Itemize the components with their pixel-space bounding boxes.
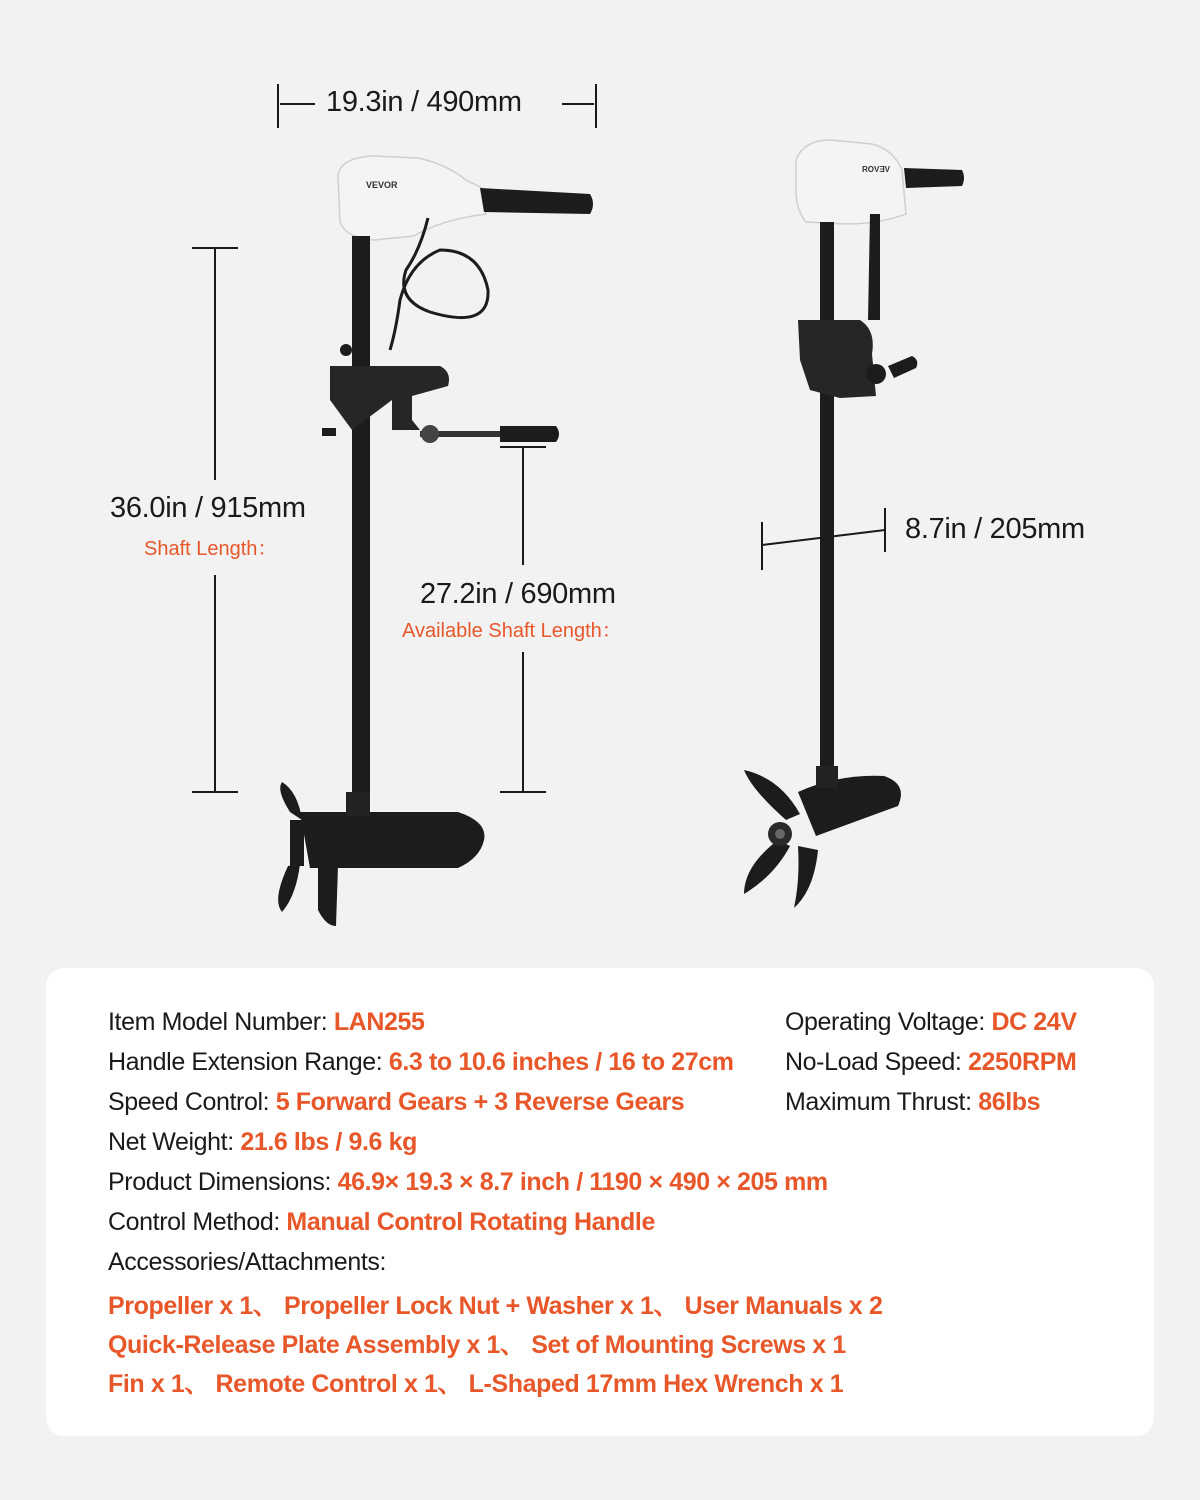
shaft-length-value: 36.0in / 915mm (110, 492, 306, 524)
accessories-line-3: Fin x 1、 Remote Control x 1、 L-Shaped 17mm Hex Wrench x 1 (108, 1370, 844, 1398)
depth-dimension-label: 8.7in / 205mm (905, 513, 1085, 545)
spec-net-weight: Net Weight: 21.6 lbs / 9.6 kg (108, 1128, 417, 1156)
spec-handle-extension: Handle Extension Range: 6.3 to 10.6 inches / 16 to 27cm (108, 1048, 734, 1076)
spec-operating-voltage: Operating Voltage: DC 24V (785, 1008, 1077, 1036)
accessories-line-2: Quick-Release Plate Assembly x 1、 Set of Mounting Screws x 1 (108, 1331, 846, 1359)
spec-speed-control: Speed Control: 5 Forward Gears + 3 Reverse Gears (108, 1088, 685, 1116)
available-shaft-value: 27.2in / 690mm (420, 578, 616, 610)
spec-accessories-heading: Accessories/Attachments: (108, 1248, 387, 1276)
spec-product-dimensions: Product Dimensions: 46.9× 19.3 × 8.7 inch / 1190 × 490 × 205 mm (108, 1168, 828, 1196)
accessories-line-1: Propeller x 1、 Propeller Lock Nut + Washer x 1、 User Manuals x 2 (108, 1292, 883, 1320)
spec-max-thrust: Maximum Thrust: 86lbs (785, 1088, 1041, 1116)
spec-no-load-speed: No-Load Speed: 2250RPM (785, 1048, 1077, 1076)
svg-text:ROVƎV: ROVƎV (862, 165, 891, 174)
spec-model: Item Model Number: LAN255 (108, 1008, 425, 1036)
trolling-motor-side-view (278, 156, 593, 926)
spec-control-method: Control Method: Manual Control Rotating Handle (108, 1208, 655, 1236)
specifications-card (46, 968, 1154, 1436)
width-dimension-label: 19.3in / 490mm (326, 86, 522, 118)
shaft-length-label: Shaft Length： (144, 538, 278, 560)
available-shaft-label: Available Shaft Length： (402, 620, 622, 642)
brand-logo: VEVOR (366, 180, 398, 190)
